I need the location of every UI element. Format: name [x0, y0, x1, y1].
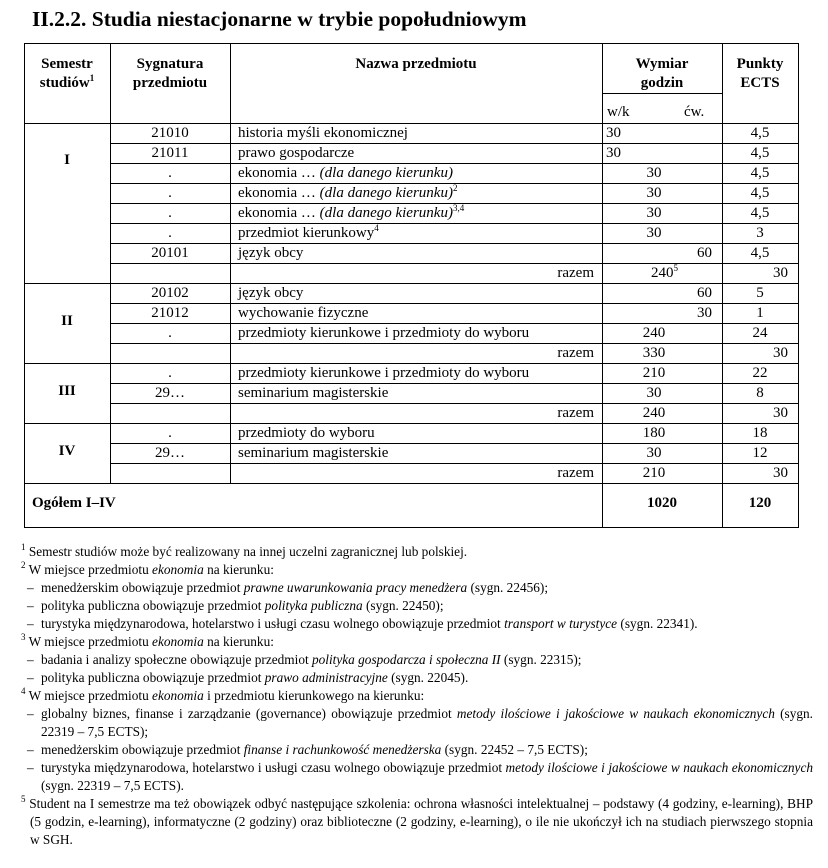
signature-cell: . — [168, 205, 172, 221]
ects-cell: 4,5 — [750, 205, 770, 221]
header-text: Wymiar — [635, 56, 689, 72]
header-ects — [722, 55, 798, 93]
course-name-cell — [238, 143, 600, 163]
course-name-cell — [238, 243, 600, 263]
subtotal-hours-value: 240 — [642, 405, 666, 421]
dash-bullet: – — [27, 580, 34, 595]
footnote-text: (sygn. 22045). — [387, 670, 469, 685]
dash-bullet: – — [27, 670, 34, 685]
footnote-list-item — [21, 759, 813, 795]
ects-cell: 5 — [756, 285, 764, 301]
subtotal-label: razem — [557, 465, 594, 481]
course-name: ekonomia … — [238, 165, 320, 181]
subtotal-hours-value: 240 — [651, 265, 674, 281]
column-rule — [602, 43, 603, 528]
subtotal-hours-value: 210 — [642, 465, 666, 481]
footnote-text: turystyka międzynarodowa, hotelarstwo i usługi czasu wolnego obowiązuje przedmiot — [41, 760, 506, 775]
course-name-cell — [238, 223, 600, 243]
header-text: godzin — [640, 75, 684, 91]
footnote-text: (sygn. 22450); — [362, 598, 444, 613]
course-name: ekonomia … — [238, 205, 320, 221]
subtotal-ects: 30 — [773, 405, 788, 421]
column-rule — [722, 43, 723, 528]
footnote-italic: ekonomia — [152, 562, 204, 577]
course-name-cell — [238, 443, 600, 463]
ects-cell: 4,5 — [750, 245, 770, 261]
footnote-list-item — [21, 615, 813, 633]
course-name-cell — [238, 203, 600, 223]
footnote-list-item — [21, 741, 813, 759]
subtotal-ects: 30 — [773, 345, 788, 361]
header-text: ECTS — [740, 75, 780, 91]
lecture-hours-cell: 30 — [606, 125, 621, 141]
subtotal-hours — [624, 403, 684, 423]
subtotal-label: razem — [557, 405, 594, 421]
footnote-list-item — [21, 669, 813, 687]
semester-label: IV — [58, 443, 76, 459]
signature-cell: . — [168, 225, 172, 241]
footnote-italic: polityka publiczna — [264, 598, 363, 613]
signature-cell: . — [168, 425, 172, 441]
footnote-italic: finanse i rachunkowość menedżerska — [243, 742, 442, 757]
signature-cell: 21011 — [151, 145, 189, 161]
footnote-italic: ekonomia — [152, 634, 204, 649]
course-name: historia myśli ekonomicznej — [238, 125, 408, 141]
course-name-cell — [238, 363, 600, 383]
grand-total-label: Ogółem I–IV — [32, 495, 116, 511]
footnote-number: 5 — [21, 794, 26, 804]
signature-cell: 29… — [155, 445, 185, 461]
course-name-cell — [238, 423, 600, 443]
footnote-ref: 1 — [89, 73, 95, 83]
signature-cell: . — [168, 185, 172, 201]
header-bottom-rule — [24, 123, 799, 124]
exercise-hours-cell: 30 — [697, 305, 712, 321]
footnote-italic: prawo administracyjne — [264, 670, 388, 685]
footnote-text: i przedmiotu kierunkowego na kierunku: — [203, 688, 425, 703]
semester-label: II — [61, 313, 73, 329]
lecture-hours-cell: 30 — [646, 225, 662, 241]
course-name: przedmioty kierunkowe i przedmioty do wyboru — [238, 365, 530, 381]
footnote-2 — [21, 561, 813, 579]
course-name: przedmioty do wyboru — [238, 425, 375, 441]
header-signature — [110, 55, 230, 93]
page-title: II.2.2. Studia niestacjonarne w trybie popołudniowym — [32, 7, 527, 31]
footnote-text: polityka publiczna obowiązuje przedmiot — [41, 598, 265, 613]
header-text: Semestr — [41, 56, 93, 72]
lecture-hours-cell: 210 — [642, 365, 666, 381]
course-name-cell — [238, 163, 600, 183]
exercise-hours-cell: 60 — [697, 285, 712, 301]
footnote-italic: metody ilościowe i jakościowe w naukach ekonomicznych — [505, 760, 813, 775]
grand-total-hours: 1020 — [647, 495, 677, 511]
course-name: seminarium magisterskie — [238, 445, 389, 461]
course-name: ekonomia … — [238, 185, 320, 201]
table-top-rule — [24, 43, 799, 44]
lecture-hours-cell: 30 — [646, 185, 662, 201]
ects-cell: 1 — [756, 305, 764, 321]
course-name-cell — [238, 383, 600, 403]
footnote-text: polityka publiczna obowiązuje przedmiot — [41, 670, 265, 685]
header-hours — [602, 55, 722, 93]
lecture-hours-cell: 30 — [646, 205, 662, 221]
footnote-text: menedżerskim obowiązuje przedmiot — [41, 580, 244, 595]
column-rule — [110, 43, 111, 484]
footnote-text: Student na I semestrze ma też obowiązek odbyć następujące szkolenia: ochrona własności intelektualnej – podstawy (4 godziny, e-learning), BHP (5 godzin, e-learning), informatyczne (2 godziny) oraz biblioteczne (2 godziny, e-learning), o ile nie ukończył ich na studiach pierwszego stopnia w SGH. — [29, 796, 813, 847]
ects-cell: 22 — [752, 365, 768, 381]
footnote-2-list — [21, 579, 813, 633]
footnote-text: W miejsce przedmiotu — [28, 688, 153, 703]
signature-cell: 20101 — [151, 245, 189, 261]
course-name: język obcy — [238, 245, 304, 261]
column-rule — [230, 43, 231, 484]
footnote-text: (sygn. 22456); — [467, 580, 549, 595]
course-name: język obcy — [238, 285, 304, 301]
header-subrule — [602, 93, 723, 94]
footnote-italic: transport w turystyce — [504, 616, 618, 631]
course-name-italic: (dla danego kierunku) — [319, 205, 453, 221]
footnote-list-item — [21, 651, 813, 669]
ects-cell: 18 — [752, 425, 768, 441]
footnote-italic: polityka gospodarcza i społeczna II — [312, 652, 501, 667]
footnote-text: badania i analizy społeczne obowiązuje przedmiot — [41, 652, 312, 667]
lecture-hours-cell: 180 — [642, 425, 666, 441]
footnote-1 — [21, 543, 813, 561]
course-name-cell — [238, 303, 600, 323]
table-right-rule — [798, 43, 799, 528]
footnote-ref: 4 — [374, 223, 379, 233]
dash-bullet: – — [27, 616, 34, 631]
lecture-hours-cell: 30 — [646, 445, 662, 461]
lecture-hours-cell: 30 — [646, 165, 662, 181]
footnote-3-list — [21, 651, 813, 687]
footnote-list-item — [21, 597, 813, 615]
grand-total-ects: 120 — [748, 495, 772, 511]
footnote-italic: prawne uwarunkowania pracy menedżera — [243, 580, 468, 595]
semester-label: III — [58, 383, 76, 399]
ects-cell: 4,5 — [750, 125, 770, 141]
footnote-4-list — [21, 705, 813, 795]
footnote-text: globalny biznes, finanse i zarządzanie (governance) obowiązuje przedmiot — [41, 706, 457, 721]
ects-cell: 12 — [752, 445, 768, 461]
signature-cell: . — [168, 165, 172, 181]
header-course-name: Nazwa przedmiotu — [355, 56, 477, 72]
dash-bullet: – — [27, 652, 34, 667]
footnote-list-item — [21, 705, 813, 741]
header-text: Sygnatura — [136, 56, 204, 72]
footnote-list-item — [21, 579, 813, 597]
subtotal-ects: 30 — [773, 265, 788, 281]
footnote-italic: metody ilościowe i jakościowe w naukach ekonomicznych — [456, 706, 775, 721]
course-name-cell — [238, 323, 600, 343]
footnote-ref: 3,4 — [452, 203, 465, 213]
table-bottom-rule — [24, 527, 799, 528]
course-name-italic: (dla danego kierunku) — [319, 185, 453, 201]
lecture-hours-cell: 240 — [642, 325, 666, 341]
ects-cell: 3 — [756, 225, 764, 241]
curriculum-table — [24, 43, 798, 527]
footnote-4 — [21, 687, 813, 705]
dash-bullet: – — [27, 742, 34, 757]
ects-cell: 24 — [752, 325, 768, 341]
course-name: prawo gospodarcze — [238, 145, 355, 161]
course-name: wychowanie fizyczne — [238, 305, 369, 321]
footnote-text: (sygn. 22452 – 7,5 ECTS); — [441, 742, 588, 757]
course-name-cell — [238, 123, 600, 143]
footnote-ref: 2 — [452, 183, 458, 193]
footnote-text: Semestr studiów może być realizowany na innej uczelni zagranicznej lub polskiej. — [28, 544, 468, 559]
course-name: przedmiot kierunkowy — [238, 225, 375, 241]
ects-cell: 8 — [756, 385, 764, 401]
header-exercise-hours: ćw. — [684, 104, 705, 120]
footnote-3 — [21, 633, 813, 651]
ects-cell: 4,5 — [750, 165, 770, 181]
course-name-italic: (dla danego kierunku) — [319, 165, 453, 181]
dash-bullet: – — [27, 706, 34, 721]
footnote-text: turystyka międzynarodowa, hotelarstwo i usługi czasu wolnego obowiązuje przedmiot — [41, 616, 505, 631]
footnote-number: 3 — [21, 632, 26, 642]
signature-cell: 21012 — [151, 305, 189, 321]
exercise-hours-cell: 60 — [697, 245, 712, 261]
footnote-text: (sygn. 22315); — [500, 652, 582, 667]
footnote-text: na kierunku: — [203, 562, 274, 577]
footnote-ref: 5 — [673, 263, 678, 273]
footnote-5 — [21, 795, 813, 849]
course-name: przedmioty kierunkowe i przedmioty do wyboru — [238, 325, 530, 341]
semester-rule — [24, 483, 799, 484]
footnote-text: W miejsce przedmiotu — [28, 634, 153, 649]
dash-bullet: – — [27, 760, 34, 775]
course-name-cell — [238, 283, 600, 303]
footnote-text: W miejsce przedmiotu — [28, 562, 153, 577]
subtotal-hours-value: 330 — [642, 345, 666, 361]
lecture-hours-cell: 30 — [606, 145, 621, 161]
header-text: Punkty — [736, 56, 784, 72]
dash-bullet: – — [27, 598, 34, 613]
ects-cell: 4,5 — [750, 185, 770, 201]
ects-cell: 4,5 — [750, 145, 770, 161]
subtotal-hours — [624, 343, 684, 363]
footnote-number: 1 — [21, 542, 26, 552]
footnote-text: (sygn. 22341). — [617, 616, 698, 631]
course-name: seminarium magisterskie — [238, 385, 389, 401]
header-lecture-hours: w/k — [607, 104, 630, 120]
footnote-text: (sygn. 22319 – 7,5 ECTS); — [41, 706, 814, 739]
signature-cell: 29… — [155, 385, 185, 401]
signature-cell: . — [168, 365, 172, 381]
footnote-text: na kierunku: — [203, 634, 274, 649]
course-name-cell — [238, 183, 600, 203]
subtotal-ects: 30 — [773, 465, 788, 481]
footnote-number: 4 — [21, 686, 26, 696]
subtotal-label: razem — [557, 265, 594, 281]
footnote-text: menedżerskim obowiązuje przedmiot — [41, 742, 244, 757]
footnotes — [21, 543, 813, 849]
signature-cell: 21010 — [151, 125, 189, 141]
subtotal-hours — [624, 463, 684, 483]
footnote-italic: ekonomia — [152, 688, 204, 703]
lecture-hours-cell: 30 — [646, 385, 662, 401]
subtotal-hours — [606, 263, 678, 283]
signature-cell: 20102 — [151, 285, 189, 301]
subtotal-label: razem — [557, 345, 594, 361]
header-text: studiów — [39, 75, 90, 91]
header-semester — [24, 55, 110, 93]
header-text: przedmiotu — [132, 75, 208, 91]
semester-label: I — [64, 152, 70, 168]
footnote-number: 2 — [21, 560, 26, 570]
footnote-text: (sygn. 22319 – 7,5 ECTS). — [41, 778, 184, 793]
table-left-rule — [24, 43, 25, 528]
signature-cell: . — [168, 325, 172, 341]
